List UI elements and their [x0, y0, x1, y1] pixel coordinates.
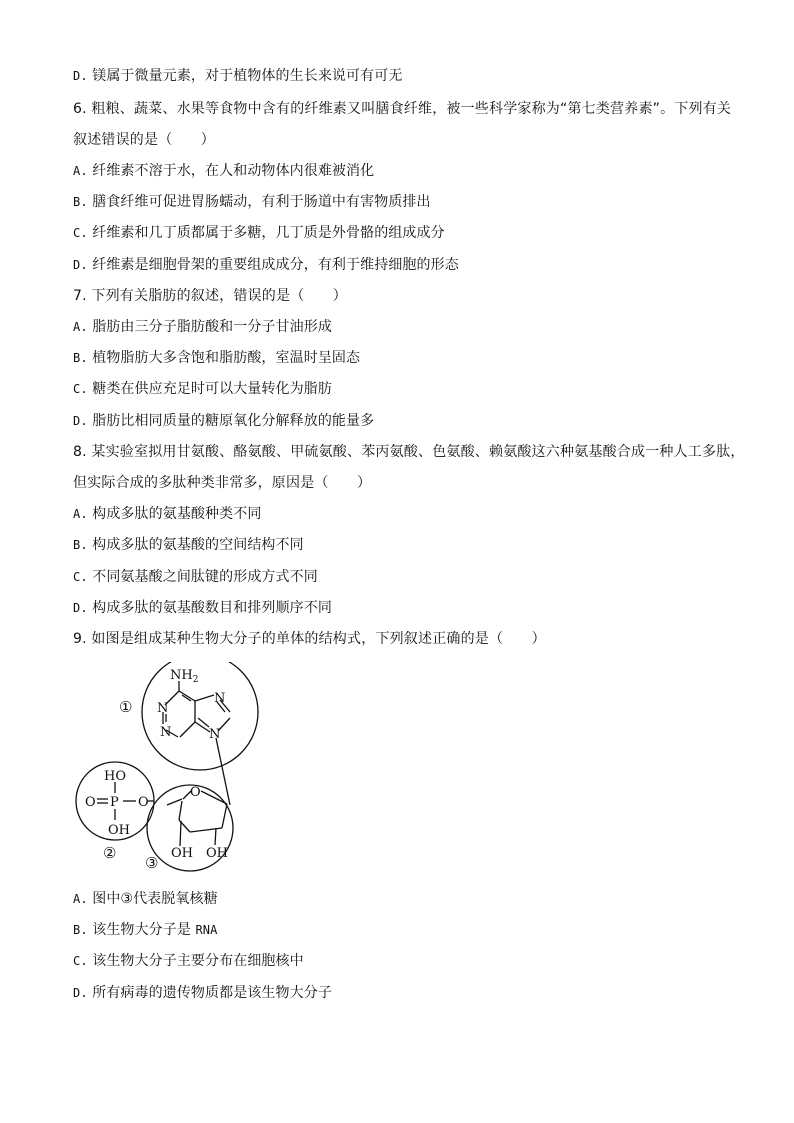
option-text: 该生物大分子主要分布在细胞核中	[92, 953, 304, 969]
option-letter: A.	[73, 164, 88, 178]
option-letter: D.	[73, 69, 88, 83]
q7-option-d	[73, 412, 374, 430]
phosphate-o-double: O	[85, 795, 96, 810]
n9-atom: N	[209, 727, 221, 742]
option-letter: A.	[73, 320, 88, 334]
q6-option-b	[73, 193, 431, 211]
q6-option-a	[73, 162, 374, 180]
option-text: 纤维素是细胞骨架的重要组成成分，有利于维持细胞的形态	[92, 257, 459, 273]
ribose-oh-2: OH	[206, 846, 228, 861]
option-text: 糖类在供应充足时可以大量转化为脂肪	[92, 381, 332, 397]
option-letter: C.	[73, 226, 88, 240]
option-letter: D.	[73, 986, 88, 1000]
option-letter: A.	[73, 507, 88, 521]
option-text: 该生物大分子是	[92, 922, 196, 938]
option-text: 脂肪比相同质量的糖原氧化分解释放的能量多	[92, 413, 375, 429]
option-letter: A.	[73, 892, 88, 906]
option-text: 脂肪由三分子脂肪酸和一分子甘油形成	[92, 319, 332, 335]
q8-option-a	[73, 505, 261, 523]
q8-option-c	[73, 568, 318, 586]
q8-option-d	[73, 599, 332, 617]
option-letter: C.	[73, 570, 88, 584]
label-3: ③	[145, 854, 159, 872]
ribose-ring-bonds	[148, 791, 227, 846]
q9-option-c	[73, 952, 304, 970]
option-text: 膳食纤维可促进胃肠蠕动，有利于肠道中有害物质排出	[92, 194, 431, 210]
ribose-oh-3: OH	[171, 846, 193, 861]
q9-stem: 9. 如图是组成某种生物大分子的单体的结构式，下列叙述正确的是（ ）	[73, 631, 546, 647]
label-1: ①	[119, 698, 133, 716]
option-letter: D.	[73, 414, 88, 428]
q8-stem-line2: 但实际合成的多肽种类非常多，原因是（ ）	[73, 475, 372, 491]
q8-stem-line1: 8. 某实验室拟用甘氨酸、酪氨酸、甲硫氨酸、苯丙氨酸、色氨酸、赖氨酸这六种氨基酸合成一种人工多肽，	[73, 444, 745, 460]
option-text: 纤维素不溶于水，在人和动物体内很难被消化	[92, 163, 375, 179]
nh2-label: $NH_2$	[170, 668, 199, 685]
option-letter: B.	[73, 538, 88, 552]
rna-term: RNA	[195, 923, 218, 937]
q7-option-a	[73, 318, 332, 336]
n1-atom: N	[157, 701, 169, 716]
option-text: 构成多肽的氨基酸数目和排列顺序不同	[92, 600, 332, 616]
base-circle	[142, 662, 258, 770]
label-2: ②	[103, 844, 117, 862]
option-text: 构成多肽的氨基酸种类不同	[92, 506, 262, 522]
q9-option-d	[73, 984, 332, 1002]
option-letter: C.	[73, 954, 88, 968]
q7-option-b	[73, 349, 360, 367]
n7-atom: N	[214, 691, 226, 706]
option-letter: C.	[73, 382, 88, 396]
ribose-ring-o: O	[190, 785, 201, 800]
option-text: 所有病毒的遗传物质都是该生物大分子	[92, 985, 332, 1001]
option-text: 构成多肽的氨基酸的空间结构不同	[92, 537, 304, 553]
option-letter: B.	[73, 923, 88, 937]
q8-option-b	[73, 536, 304, 554]
q9-option-a	[73, 890, 218, 908]
q7-option-c	[73, 380, 332, 398]
option-letter: D.	[73, 601, 88, 615]
option-text: 图中③代表脱氧核糖	[92, 891, 218, 907]
q6-option-d	[73, 256, 459, 274]
q9-option-b	[73, 921, 217, 939]
n3-atom: N	[160, 725, 172, 740]
option-text: 不同氨基酸之间肽键的形成方式不同	[92, 569, 318, 585]
option-letter: D.	[73, 258, 88, 272]
phosphate-link-o: O	[138, 795, 149, 810]
q6-stem-line1: 6. 粗粮、蔬菜、水果等食物中含有的纤维素又叫膳食纤维，被一些科学家称为“第七类营养素”。下列有关	[73, 101, 732, 117]
phosphate-ho: HO	[104, 769, 126, 784]
option-letter: B.	[73, 351, 88, 365]
option-text: 镁属于微量元素，对于植物体的生长来说可有可无	[92, 68, 403, 84]
option-text: 纤维素和几丁质都属于多糖，几丁质是外骨骼的组成成分	[92, 225, 445, 241]
phosphate-oh: OH	[108, 823, 130, 838]
q6-option-c	[73, 224, 445, 242]
nucleotide-structure-figure	[70, 662, 270, 878]
q5-option-d	[73, 67, 402, 85]
phosphate-p: P	[110, 795, 119, 810]
q6-stem-line2: 叙述错误的是（ ）	[73, 132, 215, 148]
option-letter: B.	[73, 195, 88, 209]
q7-stem: 7. 下列有关脂肪的叙述，错误的是（ ）	[73, 288, 348, 304]
option-text: 植物脂肪大多含饱和脂肪酸，室温时呈固态	[92, 350, 361, 366]
